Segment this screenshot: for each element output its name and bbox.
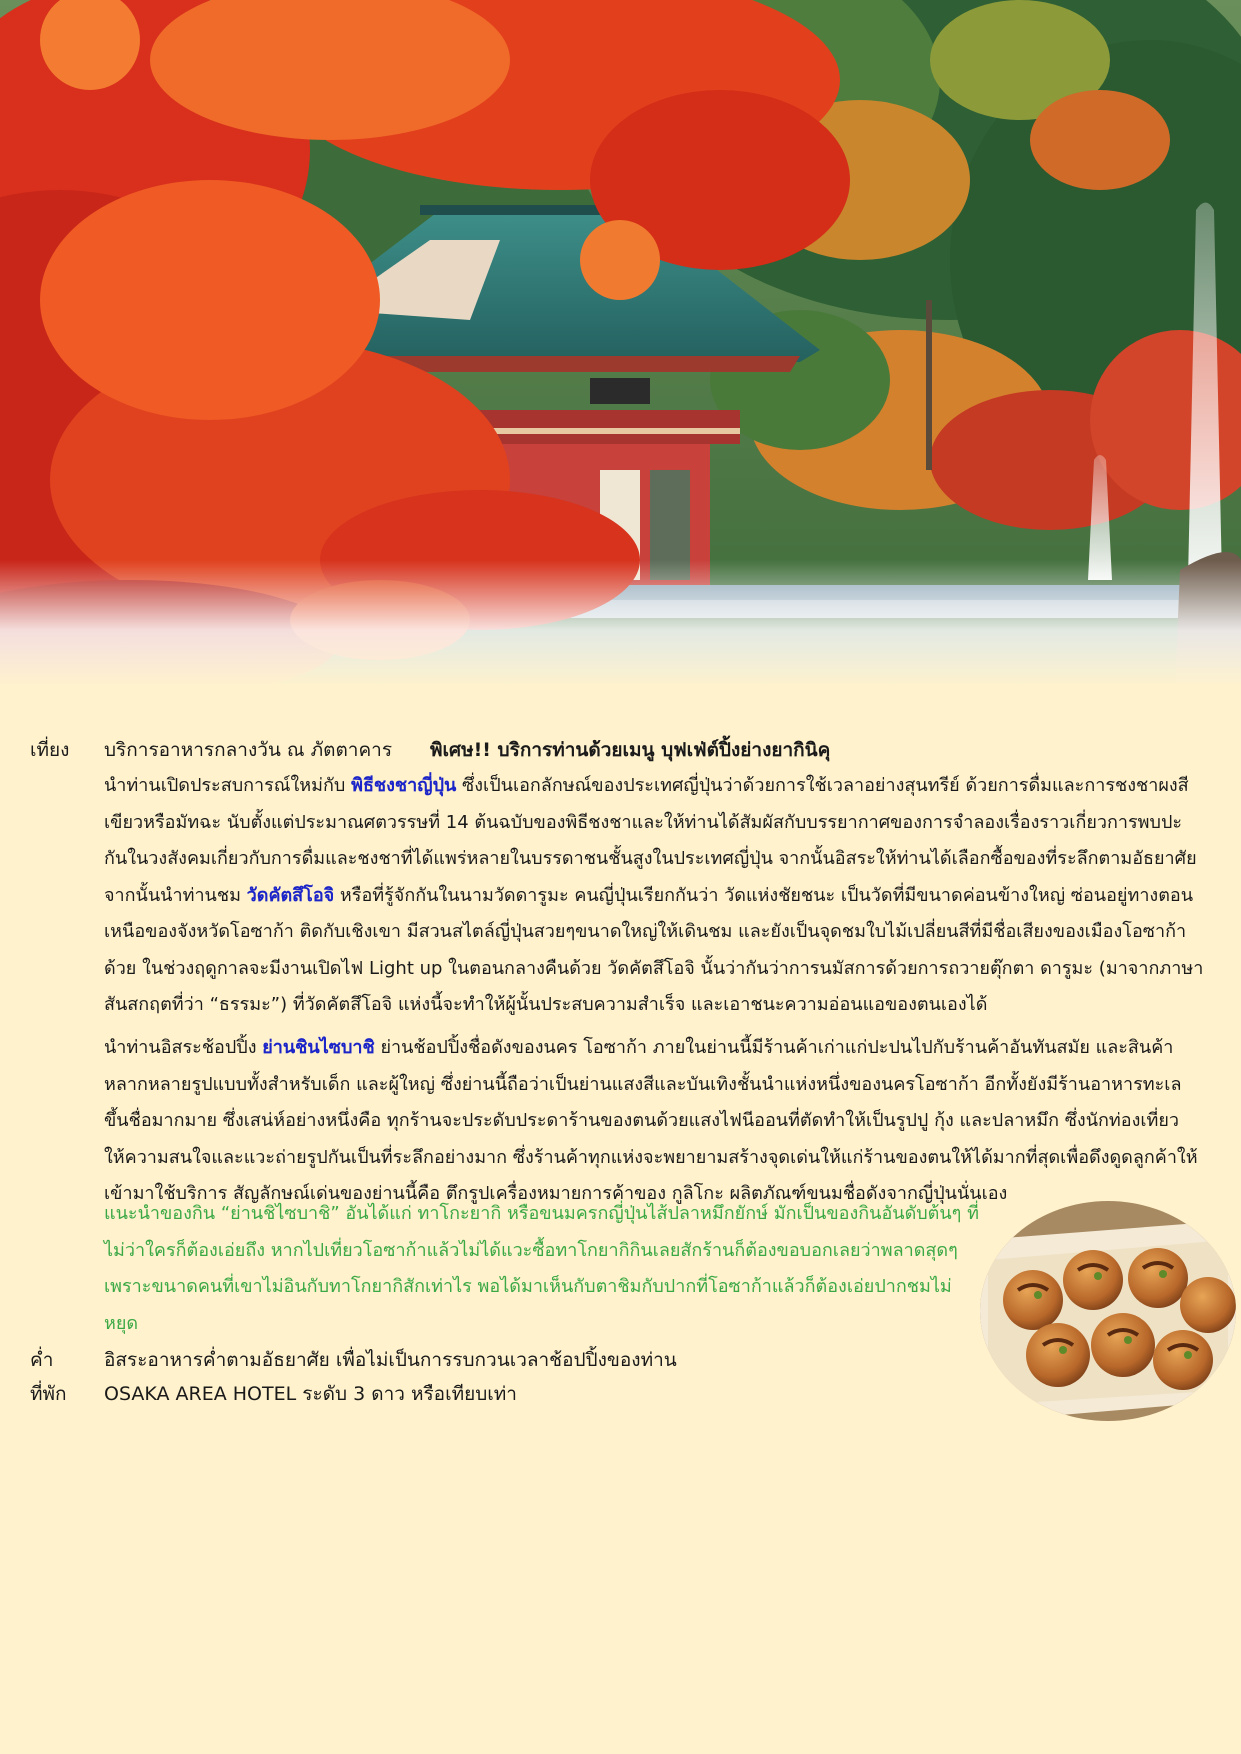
para1-line1: นำท่านเปิดประสบการณ์ใหม่กับ พิธีชงชาญี่ปุ่น ซึ่งเป็นเอกลักษณ์ของประเทศญี่ปุ่นว่าด้วยการใช้เวลาอย่างสุนทรีย์ ด้วยการดื่มและการชงชาผงสี (104, 775, 1189, 796)
hero-illustration (0, 0, 1241, 688)
para2-line2: หลากหลายรูปแบบทั้งสำหรับเด็ก และผู้ใหญ่ ซึ่งย่านนี้ถือว่าเป็นย่านแสงสีและบันเทิงชั้นนำแห่งหนึ่งของนครโอซาก้า อีกทั้งยังมีร้านอาหารทะเล (104, 1073, 1182, 1095)
para1-line3: กันในวงสังคมเกี่ยวกับการดื่มและชงชาที่ได้แพร่หลายในบรรดาชนชั้นสูงในประเทศญี่ปุ่น จากนั้นอิสระให้ท่านได้เลือกซื้อของที่ระลึกตามอัธยาศัย (104, 848, 1197, 869)
lunch-label: เที่ยง (30, 739, 70, 761)
hotel-label: ที่พัก (30, 1383, 67, 1405)
para1-line4: จากนั้นนำท่านชม วัดคัตสึโอจิ หรือที่รู้จักกันในนามวัดดารูมะ คนญี่ปุ่นเรียกกันว่า วัดแห่งชัยชนะ เป็นวัดที่มีขนาดค่อนข้างใหญ่ ซ่อนอยู่ทางตอน (104, 884, 1194, 906)
reco-line2: ไม่ว่าใครก็ต้องเอ่ยถึง หากไปเที่ยวโอซาก้าแล้วไม่ได้แวะซื้อทาโกยากิกินเลยสักร้านก็ต้องขอบอกเลยว่าพลาดสุดๆ (104, 1239, 958, 1261)
para2-line5: เข้ามาใช้บริการ สัญลักษณ์เด่นของย่านนี้คือ ตึกรูปเครื่องหมายการค้าของ กูลิโกะ ผลิตภัณฑ์ขนมชื่อดังจากญี่ปุ่นนั่นเอง (104, 1183, 1008, 1204)
takoyaki-photo (978, 1200, 1238, 1422)
reco-line3: เพราะขนาดคนที่เขาไม่อินกับทาโกยากิสักเท่าไร พอได้มาเห็นกับตาชิมกับปากที่โอซาก้าแล้วก็ต้องเอ่ยปากชมไม่ (104, 1276, 952, 1297)
para1-line6: ด้วย ในช่วงฤดูกาลจะมีงานเปิดไฟ Light up ในตอนกลางคืนด้วย วัดคัตสึโอจิ นั้นว่ากันว่าการนมัสการด้วยการถวายตุ๊กตา ดารูมะ (มาจากภาษา (104, 957, 1204, 979)
dinner-text: อิสระอาหารค่ำตามอัธยาศัย เพื่อไม่เป็นการรบกวนเวลาช้อปปิ้งของท่าน (104, 1349, 677, 1371)
shinsaibashi-highlight: ย่านชินไซบาชิ (262, 1037, 375, 1058)
reco-line1: แนะนำของกิน “ย่านชิไซบาชิ” อันได้แก่ ทาโกะยากิ หรือขนมครกญี่ปุ่นไส้ปลาหมึกยักษ์ มักเป็นของกินอันดับต้นๆ ที่ (104, 1203, 979, 1224)
reco-line4: หยุด (104, 1312, 139, 1334)
para1-line7: สันสกฤตที่ว่า “ธรรมะ”) ที่วัดคัตสึโอจิ แห่งนี้จะทำให้ผู้นั้นประสบความสำเร็จ และเอาชนะความอ่อนแอของตนเองได้ (104, 994, 988, 1015)
para2-line4: ให้ความสนใจและแวะถ่ายรูปกันเป็นที่ระลึกอย่างมาก ซึ่งร้านค้าทุกแห่งจะพยายามสร้างจุดเด่นให้แก่ร้านของตนให้ได้มากที่สุดเพื่อดึงดูดลูกค้าให้ (104, 1146, 1198, 1168)
hero-photo-katsuoji-temple (0, 0, 1241, 688)
para2-line1: นำท่านอิสระช้อปปิ้ง ย่านชินไซบาชิ ย่านช้อปปิ้งชื่อดังของนคร โอซาก้า ภายในย่านนี้มีร้านค้าเก่าแก่ปะปนไปกับร้านค้าอันทันสมัย และสินค้า (104, 1037, 1174, 1058)
shinsaibashi-paragraph (104, 1030, 1198, 1213)
lunch-special: พิเศษ!! บริการท่านด้วยเมนู บุฟเฟ่ต์ปิ้งย่างยากินิคุ (430, 739, 831, 761)
tea-ceremony-highlight: พิธีชงชาญี่ปุ่น (351, 775, 457, 796)
lunch-text: บริการอาหารกลางวัน ณ ภัตตาคาร (104, 739, 393, 761)
para1-line5: เหนือของจังหวัดโอซาก้า ติดกับเชิงเขา มีสวนสไตล์ญี่ปุ่นสวยๆขนาดใหญ่ให้เดินชม และยังเป็นจุดชมใบไม้เปลี่ยนสีที่มีชื่อเสียงของเมืองโอซาก้า (104, 921, 1187, 942)
takoyaki-illustration (978, 1200, 1238, 1422)
hotel-text: OSAKA AREA HOTEL ระดับ 3 ดาว หรือเทียบเท่า (104, 1383, 517, 1405)
katsuoji-highlight: วัดคัตสึโอจิ (246, 884, 335, 906)
dinner-label: ค่ำ (30, 1349, 54, 1371)
tea-ceremony-paragraph (104, 768, 1204, 1024)
para2-line3: ขึ้นชื่อมากมาย ซึ่งเสน่ห์อย่างหนึ่งคือ ทุกร้านจะประดับประดาร้านของตนด้วยแสงไฟนีออนที่ตัดทำให้เป็นรูปปู กุ้ง และปลาหมึก ซึ่งนักท่องเที่ยว (104, 1110, 1180, 1131)
para1-line2: เขียวหรือมัทฉะ นับตั้งแต่ประมาณศตวรรษที่ 14 ต้นฉบับของพิธีชงชาและให้ท่านได้สัมผัสกับบรรยากาศของการจำลองเรื่องราวเกี่ยวการพบปะ (104, 811, 1183, 833)
food-recommendation (104, 1196, 984, 1342)
